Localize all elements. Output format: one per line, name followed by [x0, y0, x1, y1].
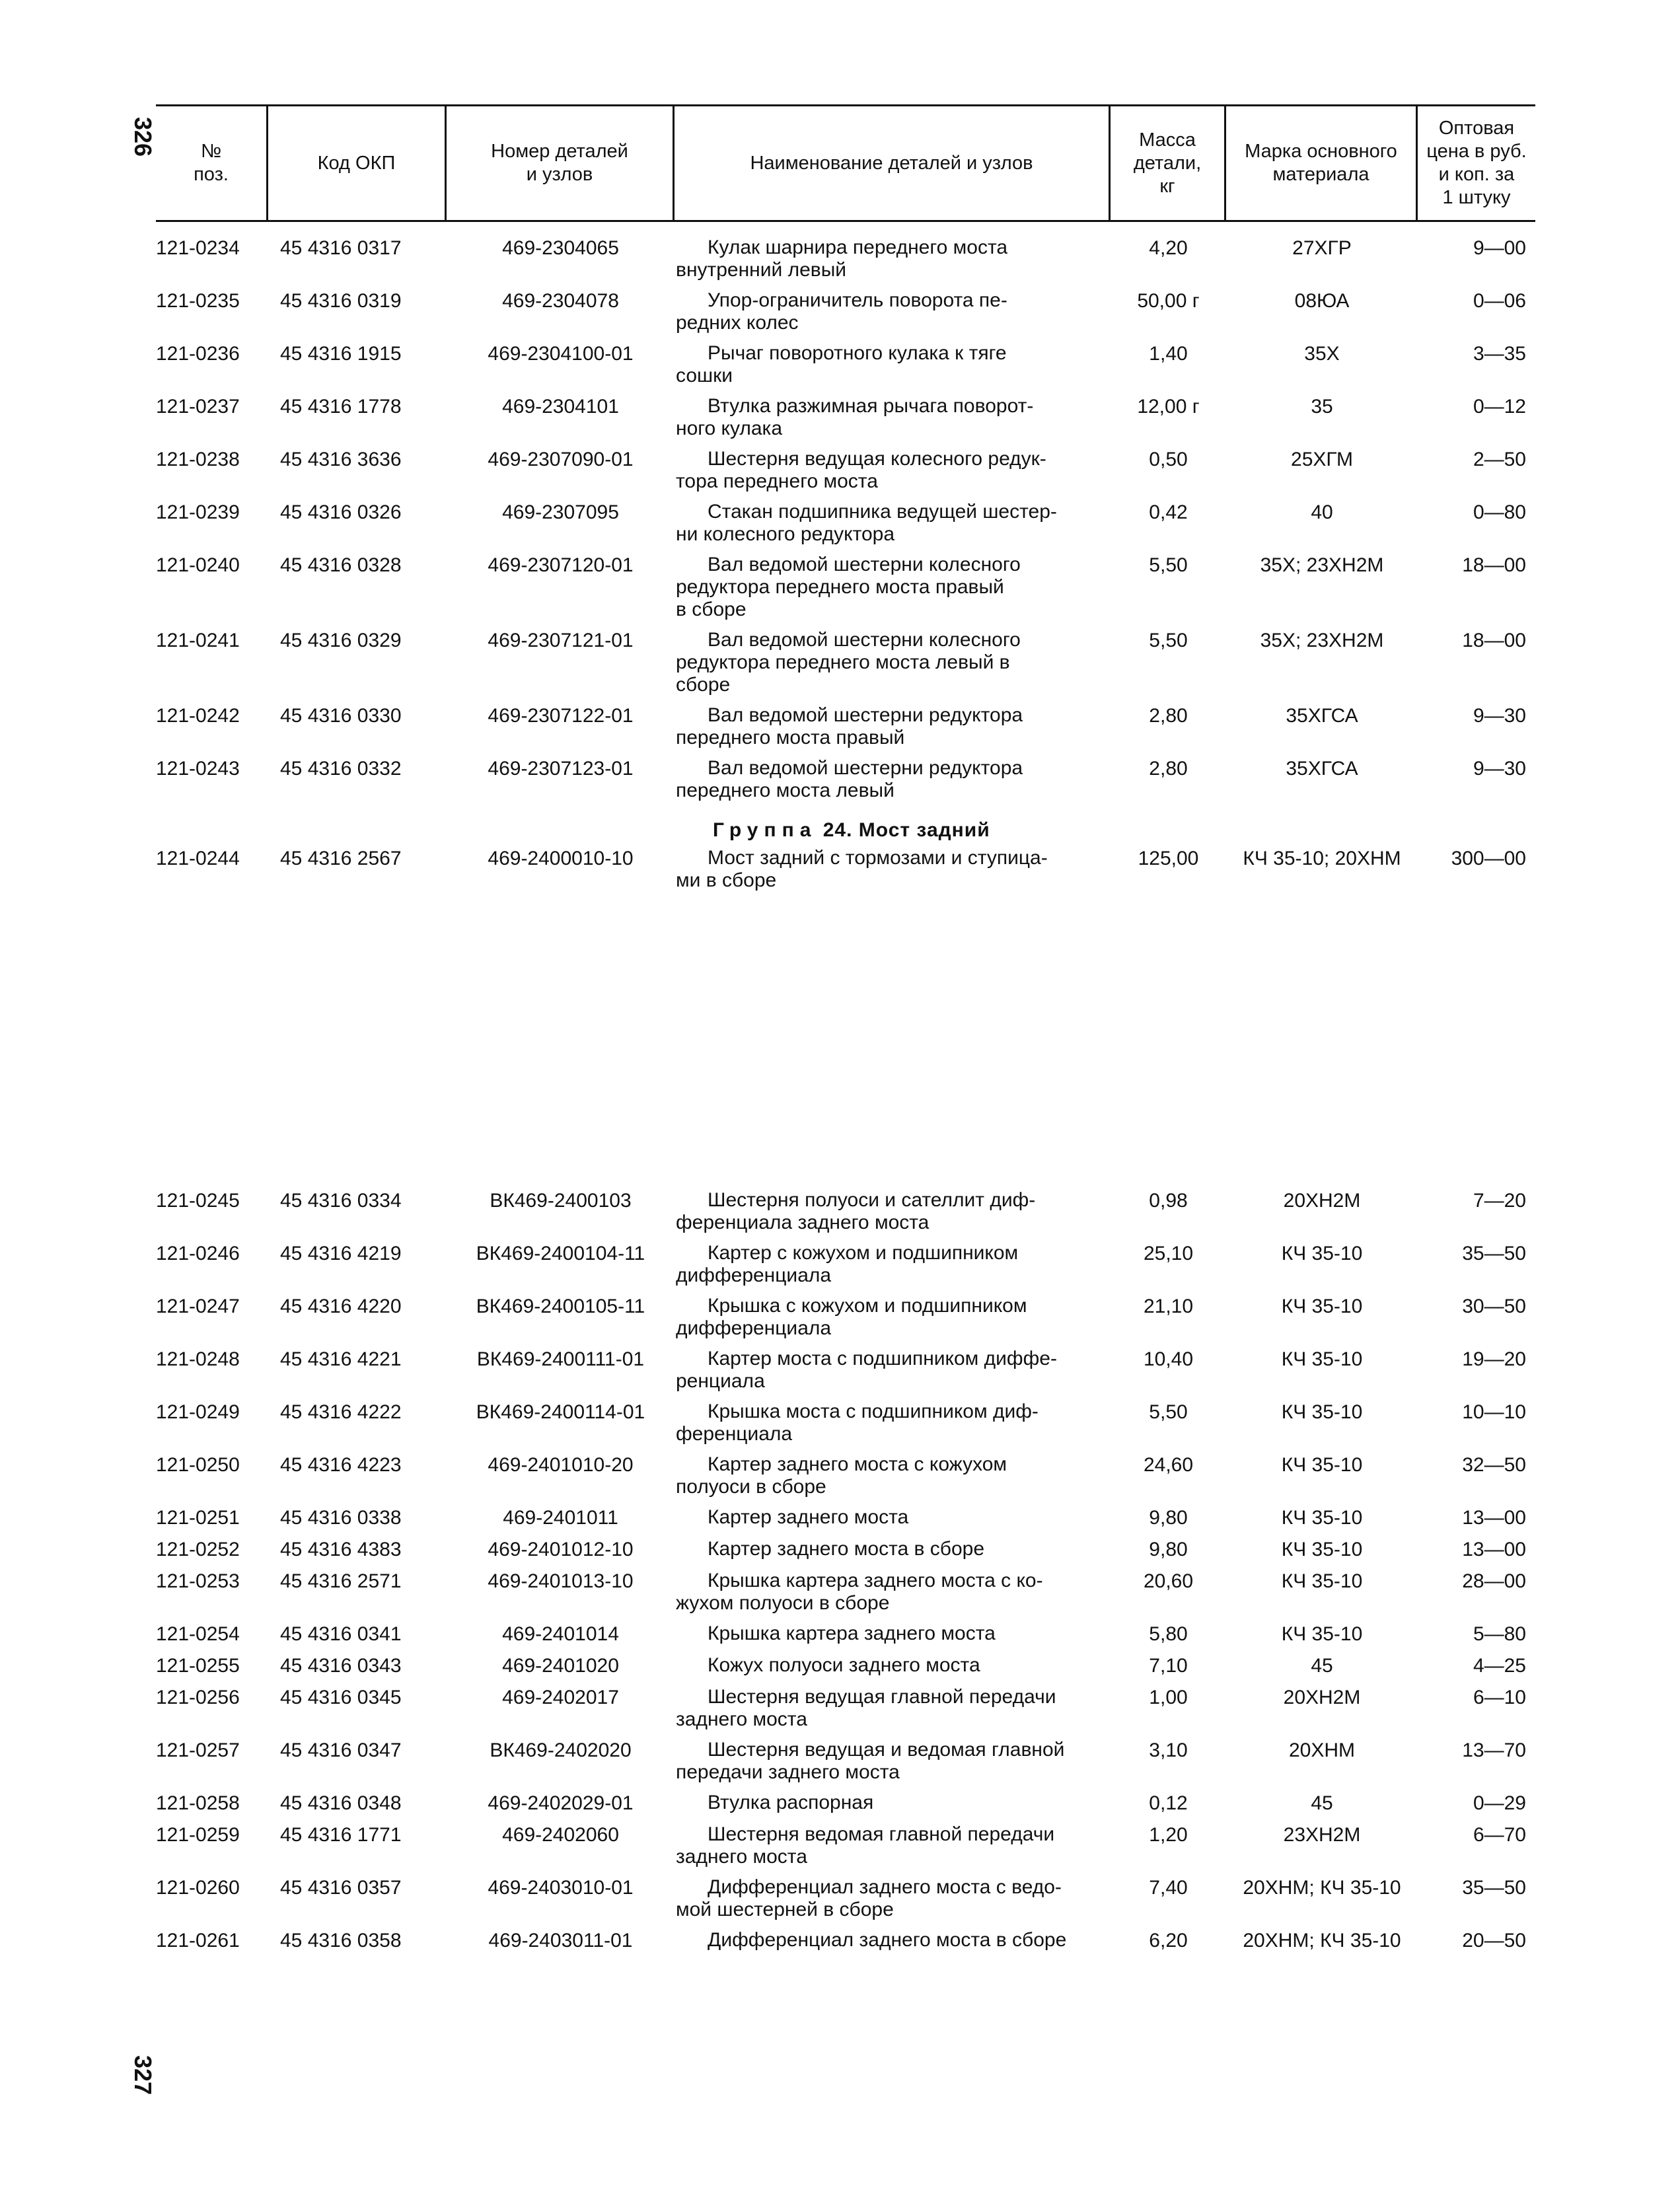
- cell-name-line2: переднего моста правый: [676, 727, 905, 748]
- table-row: [156, 1401, 1535, 1445]
- cell-price: 0—06: [1473, 290, 1526, 312]
- cell-name-line2: редуктора переднего моста левый в: [676, 651, 1010, 673]
- table-row: [156, 1654, 1535, 1678]
- cell-okp: 45 4316 0330: [280, 705, 402, 727]
- header-name: Наименование деталей и узлов: [675, 106, 1111, 220]
- cell-name-line1: Картер заднего моста: [708, 1506, 909, 1528]
- cell-material: КЧ 35-10: [1281, 1570, 1363, 1592]
- cell-price: 0—12: [1473, 396, 1526, 418]
- table-row: [156, 395, 1535, 440]
- cell-price: 30—50: [1462, 1295, 1526, 1317]
- cell-name: [675, 342, 1111, 387]
- header-number: Номер деталей и узлов: [447, 106, 675, 220]
- cell-mass: 9,80: [1149, 1539, 1188, 1560]
- cell-name-line1: Шестерня ведущая главной передачи: [708, 1686, 1056, 1708]
- cell-mass: 0,12: [1149, 1792, 1188, 1814]
- cell-mass: 5,80: [1149, 1623, 1188, 1645]
- cell-name-line2: сошки: [676, 365, 733, 386]
- cell-pos: 121-0260: [156, 1877, 240, 1899]
- cell-pos: 121-0245: [156, 1190, 240, 1212]
- cell-material: 35ХГСА: [1286, 758, 1358, 780]
- cell-pos: 121-0234: [156, 237, 240, 259]
- cell-name-line2: внутренний левый: [676, 259, 847, 281]
- cell-price: 9—30: [1473, 758, 1526, 780]
- cell-mass: 0,42: [1149, 501, 1188, 523]
- cell-number: 469-2304100-01: [488, 343, 634, 365]
- cell-pos: 121-0249: [156, 1401, 240, 1423]
- cell-okp: 45 4316 4221: [280, 1348, 402, 1370]
- cell-name: [675, 1401, 1111, 1445]
- cell-name-line2: тора переднего моста: [676, 470, 878, 492]
- cell-mass: 50,00 г: [1137, 290, 1200, 312]
- cell-mass: 0,50: [1149, 449, 1188, 470]
- cell-okp: 45 4316 0345: [280, 1687, 402, 1708]
- cell-name: [675, 554, 1111, 621]
- cell-mass: 10,40: [1143, 1348, 1194, 1370]
- cell-name-line2: ференциала заднего моста: [676, 1212, 930, 1233]
- table-body-top: [156, 237, 1535, 900]
- cell-price: 32—50: [1462, 1454, 1526, 1476]
- cell-name-line2: дифференциала: [676, 1264, 832, 1286]
- cell-name: [675, 1686, 1111, 1731]
- cell-pos: 121-0252: [156, 1539, 240, 1560]
- cell-material: 40: [1311, 501, 1333, 523]
- cell-okp: 45 4316 0357: [280, 1877, 402, 1899]
- cell-name-line1: Вал ведомой шестерни колесного: [708, 554, 1021, 575]
- cell-name-line2: ного кулака: [676, 418, 783, 439]
- cell-name-line2: заднего моста: [676, 1846, 807, 1868]
- cell-okp: 45 4316 0317: [280, 237, 402, 259]
- cell-pos: 121-0255: [156, 1655, 240, 1677]
- cell-material: 08ЮА: [1294, 290, 1350, 312]
- cell-material: КЧ 35-10: [1281, 1454, 1363, 1476]
- table-row: [156, 1876, 1535, 1921]
- cell-name-line2: ференциала: [676, 1423, 793, 1445]
- cell-okp: 45 4316 1778: [280, 396, 402, 418]
- header-okp: Код ОКП: [268, 106, 447, 220]
- cell-price: 3—35: [1473, 343, 1526, 365]
- cell-number: 469-2402017: [502, 1687, 619, 1708]
- cell-okp: 45 4316 0358: [280, 1930, 402, 1951]
- cell-pos: 121-0259: [156, 1824, 240, 1846]
- cell-material: 20ХНМ; КЧ 35-10: [1243, 1877, 1401, 1899]
- table-row: [156, 757, 1535, 802]
- cell-name: [675, 1348, 1111, 1393]
- cell-okp: 45 4316 2571: [280, 1570, 402, 1592]
- cell-price: 9—30: [1473, 705, 1526, 727]
- cell-material: 45: [1311, 1655, 1333, 1677]
- cell-name-line2: полуоси в сборе: [676, 1476, 826, 1498]
- cell-pos: 121-0247: [156, 1295, 240, 1317]
- cell-mass: 1,40: [1149, 343, 1188, 365]
- header-material: Марка основного материала: [1226, 106, 1418, 220]
- cell-number: 469-2403010-01: [488, 1877, 634, 1899]
- table-row: [156, 448, 1535, 493]
- cell-number: 469-2401012-10: [488, 1539, 634, 1560]
- cell-material: 35Х; 23ХН2М: [1260, 630, 1384, 651]
- cell-pos: 121-0251: [156, 1507, 240, 1529]
- cell-number: 469-2401014: [502, 1623, 619, 1645]
- cell-name-line1: Крышка моста с подшипником диф-: [708, 1401, 1039, 1422]
- cell-price: 35—50: [1462, 1243, 1526, 1264]
- cell-okp: 45 4316 4223: [280, 1454, 402, 1476]
- page-number-top: 326: [129, 116, 157, 157]
- cell-name: [675, 1654, 1111, 1678]
- cell-material: 25ХГМ: [1291, 449, 1353, 470]
- cell-pos: 121-0248: [156, 1348, 240, 1370]
- cell-name: [675, 1739, 1111, 1784]
- cell-name-line1: Мост задний с тормозами и ступица-: [708, 847, 1048, 869]
- group-title: [156, 819, 1535, 842]
- cell-price: 20—50: [1462, 1930, 1526, 1951]
- cell-number: 469-2304101: [502, 396, 619, 418]
- cell-name-line2: мой шестерней в сборе: [676, 1899, 894, 1920]
- cell-material: 20ХНМ; КЧ 35-10: [1243, 1930, 1401, 1951]
- cell-number: 469-2304065: [502, 237, 619, 259]
- cell-price: 18—00: [1462, 630, 1526, 651]
- cell-name-line2: ми в сборе: [676, 869, 777, 891]
- cell-price: 9—00: [1473, 237, 1526, 259]
- cell-name-line1: Вал ведомой шестерни редуктора: [708, 757, 1023, 779]
- cell-number: 469-2402060: [502, 1824, 619, 1846]
- cell-okp: 45 4316 0343: [280, 1655, 402, 1677]
- cell-okp: 45 4316 4220: [280, 1295, 402, 1317]
- cell-mass: 6,20: [1149, 1930, 1188, 1951]
- cell-number: ВК469-2400114-01: [476, 1401, 645, 1423]
- cell-mass: 4,20: [1149, 237, 1188, 259]
- cell-number: 469-2400010-10: [488, 848, 634, 869]
- cell-okp: 45 4316 4383: [280, 1539, 402, 1560]
- cell-okp: 45 4316 0338: [280, 1507, 402, 1529]
- table-row: [156, 1570, 1535, 1615]
- table-row: [156, 554, 1535, 621]
- cell-material: 20ХН2М: [1283, 1687, 1361, 1708]
- cell-name-line2: заднего моста: [676, 1708, 807, 1730]
- cell-number: 469-2307120-01: [488, 554, 634, 576]
- header-mass: Масса детали, кг: [1111, 106, 1226, 220]
- cell-number: ВК469-2400104-11: [476, 1243, 645, 1264]
- cell-pos: 121-0239: [156, 501, 240, 523]
- table-row: [156, 1739, 1535, 1784]
- cell-number: ВК469-2400111-01: [476, 1348, 645, 1370]
- cell-name: [675, 629, 1111, 696]
- cell-number: 469-2307090-01: [488, 449, 634, 470]
- cell-name-line1: Рычаг поворотного кулака к тяге: [708, 342, 1007, 364]
- cell-okp: 45 4316 0329: [280, 630, 402, 651]
- cell-material: КЧ 35-10: [1281, 1348, 1363, 1370]
- cell-mass: 5,50: [1149, 1401, 1188, 1423]
- cell-mass: 5,50: [1149, 630, 1188, 651]
- cell-name-line1: Шестерня ведомая главной передачи: [708, 1823, 1055, 1845]
- table-row: [156, 1823, 1535, 1868]
- cell-number: 469-2401020: [502, 1655, 619, 1677]
- cell-okp: 45 4316 4219: [280, 1243, 402, 1264]
- cell-name: [675, 757, 1111, 802]
- cell-name-line1: Втулка распорная: [708, 1792, 874, 1813]
- cell-price: 2—50: [1473, 449, 1526, 470]
- table-row: [156, 289, 1535, 334]
- cell-pos: 121-0258: [156, 1792, 240, 1814]
- cell-name-line1: Дифференциал заднего моста в сборе: [708, 1929, 1067, 1951]
- cell-number: 469-2401010-20: [488, 1454, 634, 1476]
- cell-number: 469-2307123-01: [488, 758, 634, 780]
- cell-okp: 45 4316 1771: [280, 1824, 402, 1846]
- table-row: [156, 237, 1535, 281]
- table-row: [156, 342, 1535, 387]
- table-row: [156, 1929, 1535, 1953]
- cell-mass: 1,20: [1149, 1824, 1188, 1846]
- table-row: [156, 1348, 1535, 1393]
- cell-name-line2: дифференциала: [676, 1317, 832, 1339]
- table-row: [156, 629, 1535, 696]
- cell-price: 13—00: [1462, 1539, 1526, 1560]
- cell-mass: 3,10: [1149, 1739, 1188, 1761]
- cell-okp: 45 4316 1915: [280, 343, 402, 365]
- cell-material: КЧ 35-10; 20ХНМ: [1243, 848, 1401, 869]
- group-title-word: Группа: [713, 819, 817, 841]
- cell-material: 23ХН2М: [1283, 1824, 1361, 1846]
- table-row: [156, 1506, 1535, 1530]
- cell-name-line1: Вал ведомой шестерни редуктора: [708, 704, 1023, 726]
- cell-name-line1: Крышка с кожухом и подшипником: [708, 1295, 1027, 1317]
- cell-name: [675, 1570, 1111, 1615]
- cell-price: 7—20: [1473, 1190, 1526, 1212]
- cell-name-line2: переднего моста левый: [676, 780, 895, 801]
- cell-mass: 7,40: [1149, 1877, 1188, 1899]
- cell-pos: 121-0244: [156, 848, 240, 869]
- cell-number: 469-2401013-10: [488, 1570, 634, 1592]
- cell-okp: 45 4316 0341: [280, 1623, 402, 1645]
- cell-number: 469-2307095: [502, 501, 619, 523]
- cell-number: ВК469-2402020: [490, 1739, 632, 1761]
- cell-pos: 121-0237: [156, 396, 240, 418]
- cell-material: 35Х: [1304, 343, 1340, 365]
- cell-material: КЧ 35-10: [1281, 1243, 1363, 1264]
- cell-name-line1: Кожух полуоси заднего моста: [708, 1654, 980, 1676]
- cell-price: 0—29: [1473, 1792, 1526, 1814]
- cell-price: 10—10: [1462, 1401, 1526, 1423]
- cell-material: КЧ 35-10: [1281, 1539, 1363, 1560]
- cell-pos: 121-0250: [156, 1454, 240, 1476]
- cell-name-line1: Упор-ограничитель поворота пе-: [708, 289, 1007, 311]
- cell-mass: 12,00 г: [1137, 396, 1200, 418]
- cell-number: 469-2403011-01: [488, 1930, 633, 1951]
- cell-name-line1: Картер моста с подшипником диффе-: [708, 1348, 1057, 1369]
- cell-price: 6—10: [1473, 1687, 1526, 1708]
- table-row: [156, 1686, 1535, 1731]
- cell-price: 35—50: [1462, 1877, 1526, 1899]
- cell-name-line3: в сборе: [676, 599, 747, 620]
- cell-okp: 45 4316 0348: [280, 1792, 402, 1814]
- cell-pos: 121-0238: [156, 449, 240, 470]
- cell-name-line1: Картер с кожухом и подшипником: [708, 1242, 1019, 1264]
- cell-name: [675, 1242, 1111, 1287]
- cell-name-line3: сборе: [676, 674, 731, 696]
- table-row: [156, 704, 1535, 749]
- cell-name-line1: Стакан подшипника ведущей шестер-: [708, 501, 1057, 523]
- page-number-bottom: 327: [129, 2055, 157, 2096]
- cell-name-line1: Картер заднего моста в сборе: [708, 1538, 985, 1560]
- cell-material: 27ХГР: [1292, 237, 1352, 259]
- cell-mass: 125,00: [1138, 848, 1199, 869]
- cell-name: [675, 1453, 1111, 1498]
- cell-material: КЧ 35-10: [1281, 1295, 1363, 1317]
- cell-pos: 121-0236: [156, 343, 240, 365]
- cell-mass: 25,10: [1143, 1243, 1194, 1264]
- cell-okp: 45 4316 0328: [280, 554, 402, 576]
- cell-material: 45: [1311, 1792, 1333, 1814]
- cell-name: [675, 1506, 1111, 1530]
- cell-mass: 2,80: [1149, 758, 1188, 780]
- cell-price: 19—20: [1462, 1348, 1526, 1370]
- cell-pos: 121-0246: [156, 1243, 240, 1264]
- cell-name: [675, 1823, 1111, 1868]
- header-price: Оптовая цена в руб. и коп. за 1 штуку: [1426, 118, 1527, 208]
- rows-group-b: [156, 847, 1535, 892]
- cell-material: КЧ 35-10: [1281, 1401, 1363, 1423]
- cell-name: [675, 501, 1111, 546]
- cell-name-line1: Шестерня ведущая колесного редук-: [708, 448, 1046, 470]
- cell-okp: 45 4316 4222: [280, 1401, 402, 1423]
- cell-name: [675, 1792, 1111, 1815]
- cell-material: КЧ 35-10: [1281, 1507, 1363, 1529]
- rows-group-a: [156, 237, 1535, 802]
- cell-name-line2: ренциала: [676, 1370, 765, 1392]
- cell-okp: 45 4316 0332: [280, 758, 402, 780]
- cell-mass: 7,10: [1149, 1655, 1188, 1677]
- cell-name-line1: Крышка картера заднего моста: [708, 1623, 996, 1644]
- cell-material: 20ХНМ: [1288, 1739, 1356, 1761]
- cell-name-line1: Вал ведомой шестерни колесного: [708, 629, 1021, 651]
- cell-name: [675, 1929, 1111, 1953]
- group-title-rest: 24. Мост задний: [822, 819, 990, 841]
- cell-material: 35ХГСА: [1286, 705, 1358, 727]
- cell-name-line1: Кулак шарнира переднего моста: [708, 237, 1008, 258]
- cell-name: [675, 289, 1111, 334]
- cell-pos: 121-0235: [156, 290, 240, 312]
- cell-mass: 9,80: [1149, 1507, 1188, 1529]
- cell-name-line1: Втулка разжимная рычага поворот-: [708, 395, 1034, 417]
- cell-pos: 121-0257: [156, 1739, 240, 1761]
- cell-name-line1: Картер заднего моста с кожухом: [708, 1453, 1007, 1475]
- cell-okp: 45 4316 0347: [280, 1739, 402, 1761]
- cell-name-line2: редних колес: [676, 312, 799, 334]
- cell-number: 469-2307122-01: [488, 705, 634, 727]
- cell-price: 0—80: [1473, 501, 1526, 523]
- cell-name: [675, 448, 1111, 493]
- cell-mass: 0,98: [1149, 1190, 1188, 1212]
- cell-number: 469-2307121-01: [488, 630, 634, 651]
- cell-pos: 121-0240: [156, 554, 240, 576]
- cell-pos: 121-0243: [156, 758, 240, 780]
- cell-pos: 121-0241: [156, 630, 240, 651]
- table-row: [156, 1623, 1535, 1646]
- cell-name-line1: Дифференциал заднего моста с ведо-: [708, 1876, 1062, 1898]
- cell-mass: 21,10: [1143, 1295, 1194, 1317]
- rows-group-c: [156, 1189, 1535, 1953]
- table-row: [156, 1189, 1535, 1234]
- cell-number: 469-2401011: [503, 1507, 618, 1529]
- cell-name: [675, 1538, 1111, 1562]
- table-row: [156, 1295, 1535, 1340]
- cell-name-line1: Шестерня полуоси и сателлит диф-: [708, 1189, 1036, 1211]
- cell-pos: 121-0261: [156, 1930, 240, 1951]
- cell-name: [675, 1189, 1111, 1234]
- cell-price: 28—00: [1462, 1570, 1526, 1592]
- cell-mass: 1,00: [1149, 1687, 1188, 1708]
- cell-price: 5—80: [1473, 1623, 1526, 1645]
- cell-price: 6—70: [1473, 1824, 1526, 1846]
- table-row: [156, 1792, 1535, 1815]
- cell-number: 469-2402029-01: [488, 1792, 634, 1814]
- cell-material: 20ХН2М: [1283, 1190, 1361, 1212]
- table-row: [156, 1242, 1535, 1287]
- cell-okp: 45 4316 0326: [280, 501, 402, 523]
- cell-material: 35: [1311, 396, 1333, 418]
- cell-name: [675, 1623, 1111, 1646]
- cell-pos: 121-0253: [156, 1570, 240, 1592]
- cell-name-line2: передачи заднего моста: [676, 1761, 900, 1783]
- cell-name: [675, 237, 1111, 281]
- cell-name: [675, 1876, 1111, 1921]
- table-row: [156, 1453, 1535, 1498]
- cell-material: 35Х; 23ХН2М: [1260, 554, 1384, 576]
- cell-pos: 121-0254: [156, 1623, 240, 1645]
- cell-pos: 121-0242: [156, 705, 240, 727]
- cell-name: [675, 1295, 1111, 1340]
- cell-name-line2: жухом полуоси в сборе: [676, 1592, 890, 1614]
- cell-price: 4—25: [1473, 1655, 1526, 1677]
- cell-price: 18—00: [1462, 554, 1526, 576]
- cell-number: 469-2304078: [502, 290, 619, 312]
- cell-name-line1: Крышка картера заднего моста с ко-: [708, 1570, 1043, 1591]
- table-row: [156, 1538, 1535, 1562]
- cell-material: КЧ 35-10: [1281, 1623, 1363, 1645]
- header-pos: № поз.: [156, 106, 268, 220]
- cell-mass: 20,60: [1143, 1570, 1194, 1592]
- table-row: [156, 501, 1535, 546]
- table-header: [156, 104, 1535, 222]
- cell-name: [675, 847, 1111, 892]
- cell-okp: 45 4316 0334: [280, 1190, 402, 1212]
- cell-okp: 45 4316 3636: [280, 449, 402, 470]
- cell-mass: 24,60: [1143, 1454, 1194, 1476]
- cell-name-line2: ни колесного редуктора: [676, 523, 895, 545]
- cell-name: [675, 395, 1111, 440]
- cell-name-line2: редуктора переднего моста правый: [676, 576, 1004, 598]
- cell-mass: 2,80: [1149, 705, 1188, 727]
- cell-mass: 5,50: [1149, 554, 1188, 576]
- cell-name: [675, 704, 1111, 749]
- cell-name-line1: Шестерня ведущая и ведомая главной: [708, 1739, 1065, 1761]
- table-row: [156, 847, 1535, 892]
- cell-pos: 121-0256: [156, 1687, 240, 1708]
- cell-price: 13—00: [1462, 1507, 1526, 1529]
- cell-number: ВК469-2400103: [490, 1190, 632, 1212]
- table-body-bottom: [156, 1189, 1535, 1961]
- cell-number: ВК469-2400105-11: [476, 1295, 645, 1317]
- cell-okp: 45 4316 0319: [280, 290, 402, 312]
- cell-price: 300—00: [1451, 848, 1526, 869]
- cell-price: 13—70: [1462, 1739, 1526, 1761]
- cell-okp: 45 4316 2567: [280, 848, 402, 869]
